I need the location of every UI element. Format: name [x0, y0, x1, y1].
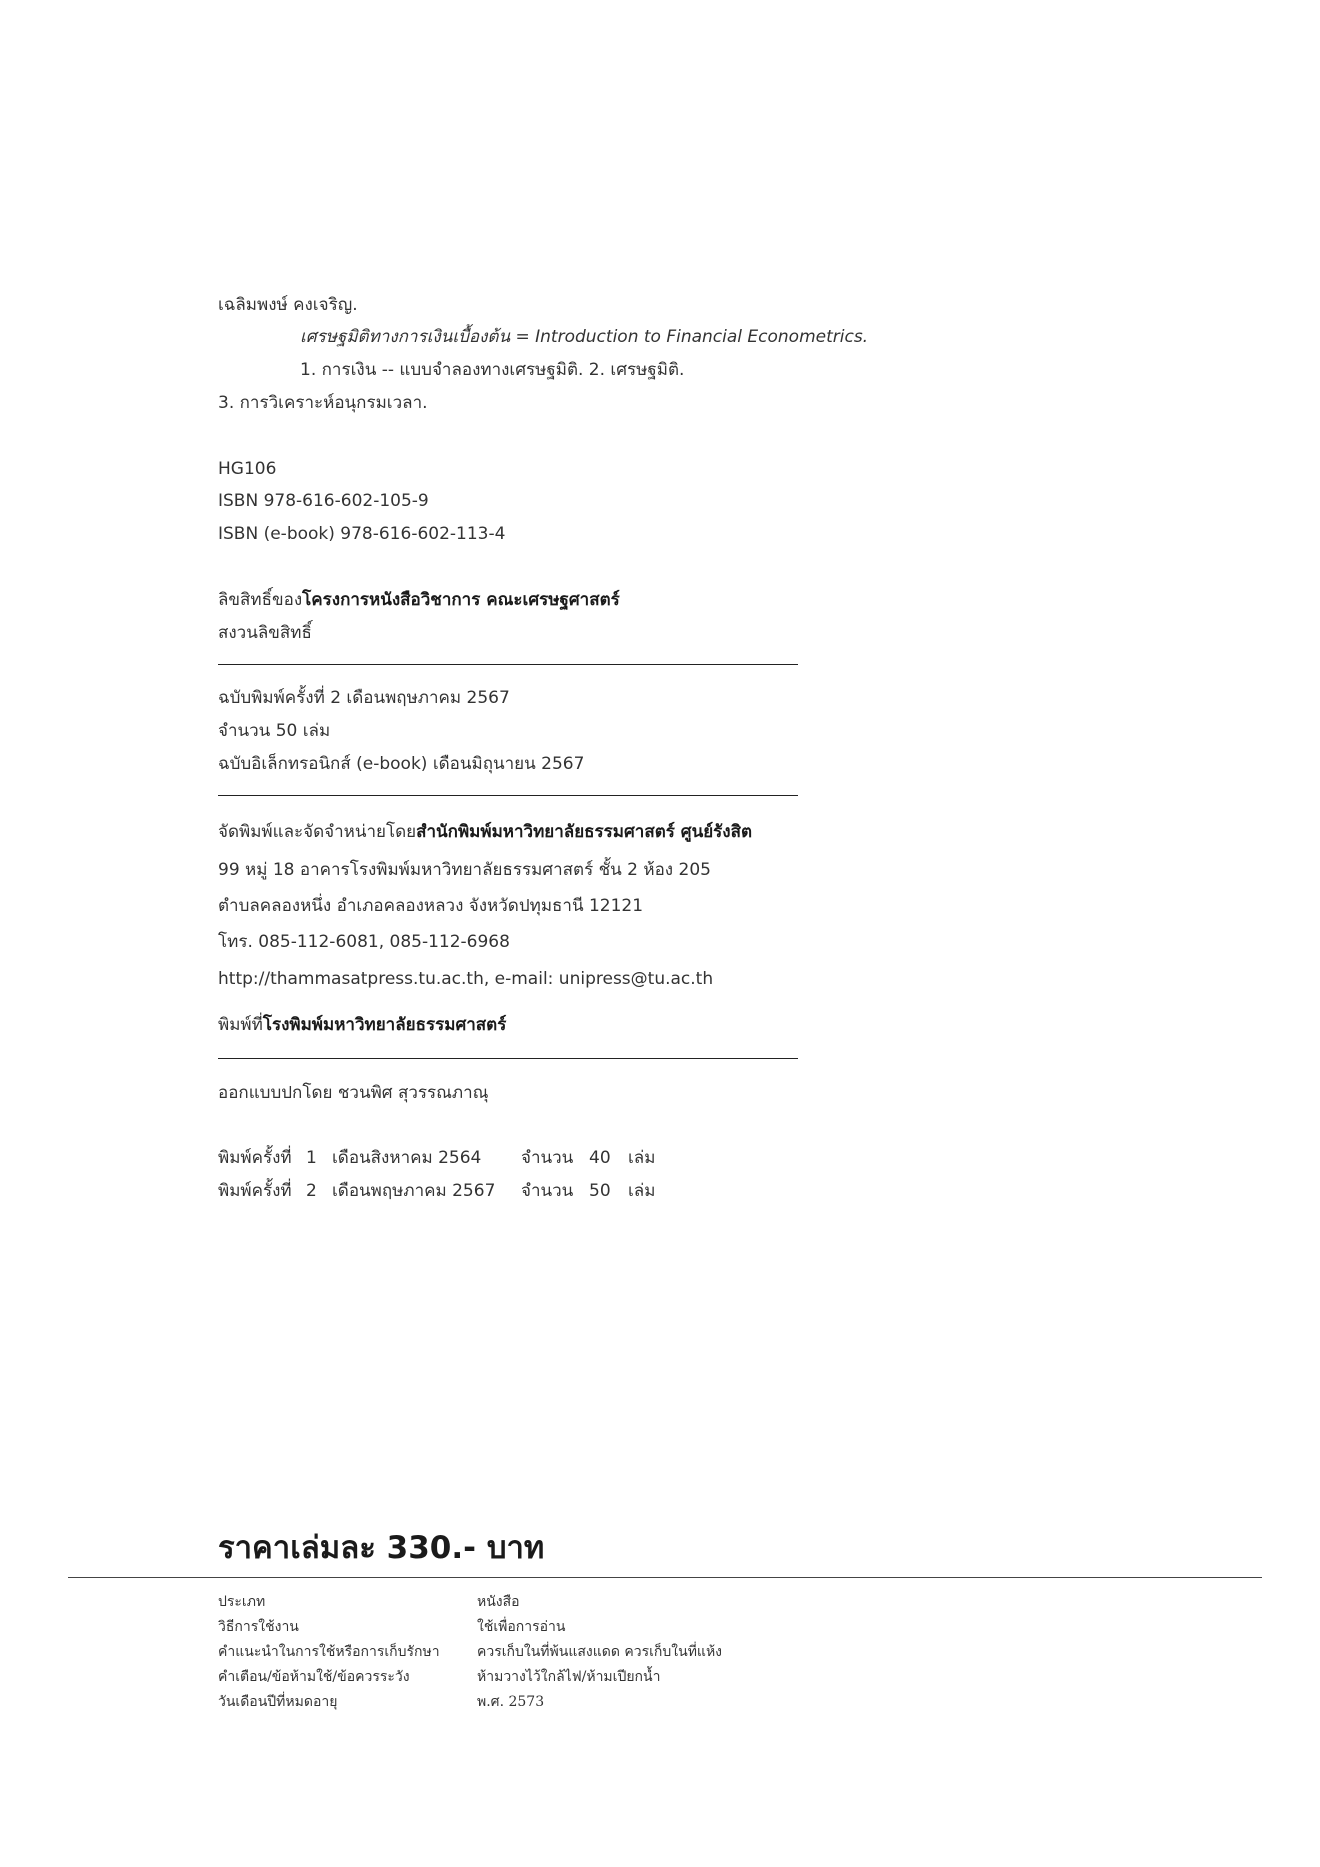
spec-label: ประเภท — [218, 1594, 266, 1610]
history-label: พิมพ์ครั้งที่ — [218, 1148, 292, 1168]
spec-label: วันเดือนปีที่หมดอายุ — [218, 1694, 338, 1710]
publisher-line — [218, 821, 752, 843]
history-date: เดือนสิงหาคม 2564 — [332, 1148, 482, 1168]
catalog-title: เศรษฐมิติทางการเงินเบื้องต้น = Introduction to Financial Econometrics. — [300, 327, 869, 347]
publisher-web: http://thammasatpress.tu.ac.th, e-mail: unipress@tu.ac.th — [218, 969, 714, 989]
history-unit: เล่ม — [628, 1148, 656, 1168]
price: ราคาเล่มละ 330.- บาท — [218, 1530, 545, 1566]
isbn: ISBN 978-616-602-105-9 — [218, 491, 429, 511]
call-number: HG106 — [218, 459, 277, 479]
catalog-author: เฉลิมพงษ์ คงเจริญ. — [218, 295, 358, 315]
edition-line1: ฉบับพิมพ์ครั้งที่ 2 เดือนพฤษภาคม 2567 — [218, 688, 510, 708]
spec-value: ห้ามวางไว้ใกล้ไฟ/ห้ามเปียกน้ำ — [477, 1669, 661, 1685]
divider — [218, 1058, 798, 1059]
copyright-prefix: ลิขสิทธิ์ของ — [218, 590, 303, 610]
copyright-owner: โครงการหนังสือวิชาการ คณะเศรษฐศาสตร์ — [302, 590, 620, 610]
spec-value: หนังสือ — [477, 1594, 520, 1610]
divider — [218, 664, 798, 665]
copyright-reserved: สงวนลิขสิทธิ์ — [218, 623, 312, 643]
divider-full — [68, 1577, 1262, 1578]
catalog-subjects-line2: 3. การวิเคราะห์อนุกรมเวลา. — [218, 393, 428, 413]
publisher-address1: 99 หมู่ 18 อาคารโรงพิมพ์มหาวิทยาลัยธรรมศาสตร์ ชั้น 2 ห้อง 205 — [218, 860, 711, 880]
history-unit: เล่ม — [628, 1181, 656, 1201]
spec-label: วิธีการใช้งาน — [218, 1619, 299, 1635]
spec-value: ควรเก็บในที่พ้นแสงแดด ควรเก็บในที่แห้ง — [477, 1644, 723, 1660]
history-num: 2 — [306, 1181, 317, 1201]
printer-name: โรงพิมพ์มหาวิทยาลัยธรรมศาสตร์ — [262, 1015, 507, 1035]
publisher-phone: โทร. 085-112-6081, 085-112-6968 — [218, 932, 510, 952]
printer-prefix: พิมพ์ที่ — [218, 1015, 263, 1035]
history-qty: 50 — [589, 1181, 611, 1201]
history-num: 1 — [306, 1148, 317, 1168]
spec-value: ใช้เพื่อการอ่าน — [477, 1619, 566, 1635]
history-qty-label: จำนวน — [521, 1181, 574, 1201]
spec-label: คำเตือน/ข้อห้ามใช้/ข้อควรระวัง — [218, 1669, 410, 1685]
publisher-prefix: จัดพิมพ์และจัดจำหน่ายโดย — [218, 822, 417, 842]
history-label: พิมพ์ครั้งที่ — [218, 1181, 292, 1201]
publisher-address2: ตำบลคลองหนึ่ง อำเภอคลองหลวง จังหวัดปทุมธานี 12121 — [218, 896, 644, 916]
edition-line2: จำนวน 50 เล่ม — [218, 721, 331, 741]
history-qty: 40 — [589, 1148, 611, 1168]
copyright-line — [218, 589, 620, 611]
history-qty-label: จำนวน — [521, 1148, 574, 1168]
divider — [218, 795, 798, 796]
publisher-name: สำนักพิมพ์มหาวิทยาลัยธรรมศาสตร์ ศูนย์รังสิต — [416, 822, 753, 842]
printer-line — [218, 1014, 506, 1036]
catalog-subjects-line1: 1. การเงิน -- แบบจำลองทางเศรษฐมิติ. 2. เศรษฐมิติ. — [300, 360, 685, 380]
cover-designer: ออกแบบปกโดย ชวนพิศ สุวรรณภาณุ — [218, 1083, 489, 1103]
isbn-ebook: ISBN (e-book) 978-616-602-113-4 — [218, 524, 506, 544]
edition-line3: ฉบับอิเล็กทรอนิกส์ (e-book) เดือนมิถุนายน 2567 — [218, 754, 585, 774]
history-date: เดือนพฤษภาคม 2567 — [332, 1181, 496, 1201]
spec-value: พ.ศ. 2573 — [477, 1694, 545, 1710]
spec-label: คำแนะนำในการใช้หรือการเก็บรักษา — [218, 1644, 440, 1660]
